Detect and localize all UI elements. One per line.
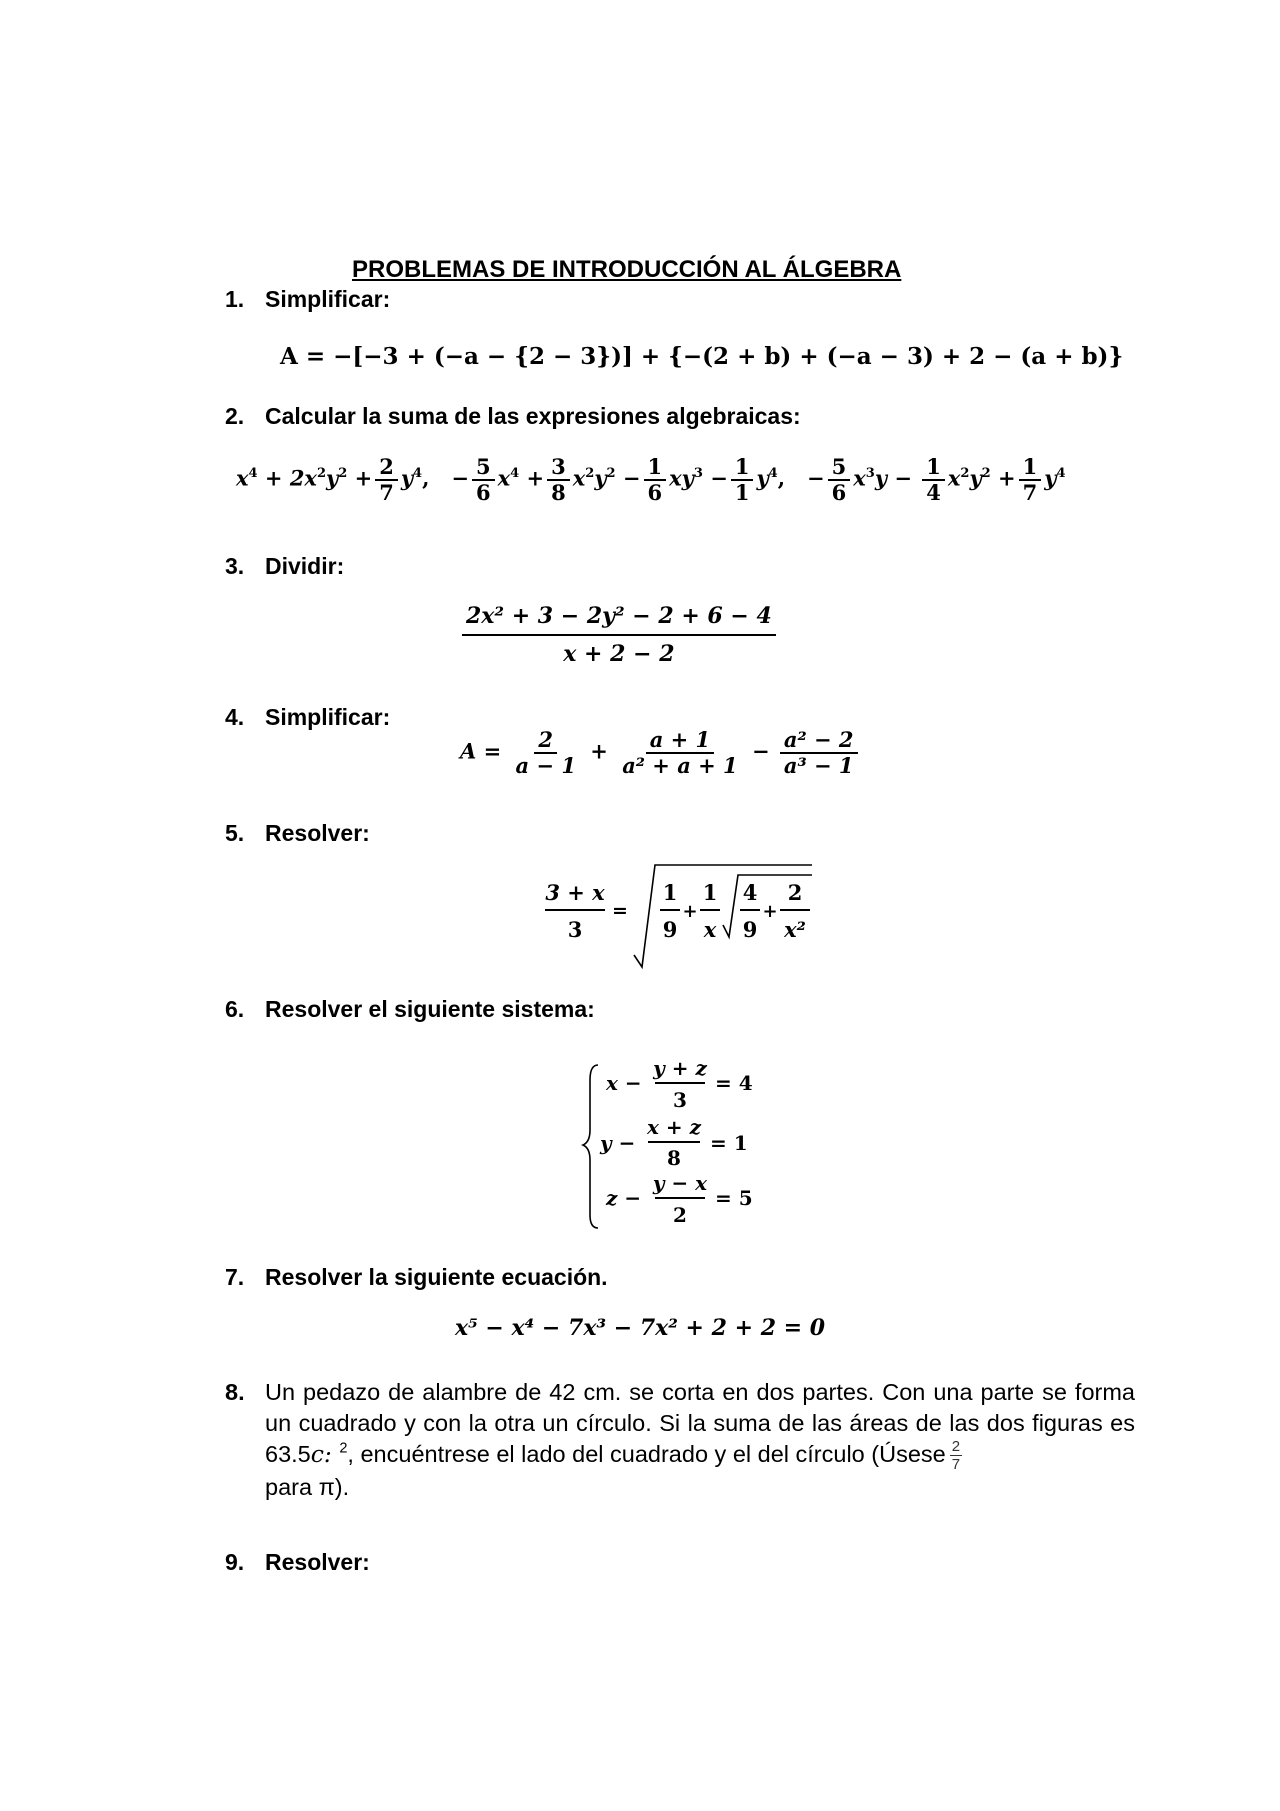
problem-5-heading — [225, 820, 370, 847]
svg-text:1: 1 — [662, 880, 678, 905]
svg-text:x²: x² — [784, 917, 806, 942]
system-equation-1 — [605, 1056, 753, 1112]
svg-text:= 1: = 1 — [710, 1131, 748, 1155]
problem-number: 7. — [225, 1264, 245, 1290]
problem-number: 6. — [225, 996, 245, 1022]
svg-text:z −: z − — [606, 1186, 642, 1210]
problem-8 — [225, 1377, 1135, 1503]
svg-text:2: 2 — [673, 1203, 687, 1227]
system-equation-3 — [605, 1171, 753, 1227]
fraction: $\frac{1}{4}$ — [922, 455, 945, 505]
problem-number: 8. — [225, 1379, 245, 1405]
svg-text:2: 2 — [787, 880, 803, 905]
page-title: PROBLEMAS DE INTRODUCCIÓN AL ÁLGEBRA — [352, 256, 902, 283]
fraction: $\frac{1}{1}$ — [731, 455, 754, 505]
unit-text: c: — [310, 1440, 340, 1468]
problem-heading-text: Dividir: — [265, 553, 345, 579]
outer-radical — [634, 865, 812, 967]
problem-8-text: Un pedazo de alambre de 42 cm. se corta en dos partes. Con una parte se forma un cuadrado y con la otra un círculo. Si la suma de las áreas de las dos figuras es 63.5c: $^2$, encuéntrese el lado del cuadrado y el del círculo (Úsese $\frac{2}{7}$ para π). — [265, 1379, 1135, 1501]
svg-text:x: x — [703, 917, 717, 942]
fraction: $\frac{5}{6}$ — [828, 455, 851, 505]
svg-text:+: + — [762, 901, 778, 922]
problem-number: 3. — [225, 553, 245, 579]
problem-heading-text: Resolver: — [265, 820, 370, 846]
problem-heading-text: Resolver la siguiente ecuación. — [265, 1264, 608, 1290]
problem-9-heading — [225, 1549, 370, 1576]
svg-text:y − x: y − x — [652, 1171, 708, 1195]
svg-text:8: 8 — [667, 1146, 681, 1170]
fraction: $\frac{5}{6}$ — [472, 455, 495, 505]
system-equation-2 — [599, 1115, 748, 1170]
svg-text:x + z: x + z — [647, 1115, 701, 1139]
division-denominator: x + 2 − 2 — [563, 641, 675, 668]
equation-1: A = −[−3 + (−a − {2 − 3})] + {−(2 + b) + (−a − 3) + 2 − (a + b)} — [280, 343, 1124, 370]
lhs-denominator: 3 — [567, 917, 583, 942]
svg-text:x −: x − — [606, 1071, 642, 1095]
problem-number: 2. — [225, 403, 245, 429]
problem-3-heading — [225, 553, 344, 580]
problem-heading-text: Simplificar: — [265, 704, 391, 730]
equation-7: x⁵ − x⁴ − 7x³ − 7x² + 2 + 2 = 0 — [455, 1315, 826, 1341]
svg-text:3: 3 — [673, 1088, 687, 1112]
problem-heading-text: Simplificar: — [265, 286, 391, 312]
system-brace — [583, 1065, 598, 1228]
problem-number: 1. — [225, 286, 245, 312]
fraction: $\frac{3}{8}$ — [547, 455, 570, 505]
svg-text:9: 9 — [662, 917, 678, 942]
equation-4: A = $\frac{2}{a - 1}$ + $\frac{a + 1}{\text{a² + a + 1}}$ − $\frac{\text{a² − 2}}{\text{a³ − 1}}$ — [460, 728, 861, 778]
lhs-numerator: 3 + x — [545, 880, 605, 905]
svg-text:1: 1 — [702, 880, 718, 905]
problem-heading-text: Resolver el siguiente sistema: — [265, 996, 595, 1022]
small-fraction: $\frac{2}{7}$ — [951, 1438, 961, 1474]
problem-6-heading — [225, 996, 595, 1023]
fraction: $\frac{1}{6}$ — [644, 455, 667, 505]
svg-text:= 5: = 5 — [715, 1186, 753, 1210]
svg-text:y + z: y + z — [653, 1056, 707, 1080]
svg-text:= 4: = 4 — [715, 1071, 753, 1095]
svg-text:+: + — [682, 901, 698, 922]
equation-2: $x^4 + 2x^2y^2$ + $\frac{2}{7}$ $y^4$, − $\frac{5}{6}$ $x^4$ + $\frac{3}{8}$ $x^2y^2$ − $\frac{1}{6}$ $xy^3$ − $\frac{1}{1}$ $y^4$, − $\frac{5}{6}$ $x^3y$ − $\frac{1}{4}$ $x^2y^2$ + $\frac{1}{7}$ $y^4$ — [236, 454, 1066, 506]
problem-7-heading — [225, 1264, 608, 1291]
division-numerator: 2x² + 3 − 2y² − 2 + 6 − 4 — [462, 602, 776, 636]
problem-number: 5. — [225, 820, 245, 846]
fraction: $\frac{1}{7}$ — [1019, 455, 1042, 505]
svg-text:9: 9 — [742, 917, 758, 942]
problem-heading-text: Calcular la suma de las expresiones algebraicas: — [265, 403, 801, 429]
equals-sign: = — [612, 900, 628, 922]
equation-3 — [462, 602, 776, 668]
equation-5 — [530, 845, 830, 975]
problem-number: 9. — [225, 1549, 245, 1575]
problem-2-heading — [225, 403, 801, 430]
equation-6-system — [580, 1050, 780, 1240]
fraction: $\frac{2}{7}$ — [375, 455, 398, 505]
problem-1-heading — [225, 286, 390, 313]
problem-4-heading — [225, 704, 390, 731]
problem-heading-text: Resolver: — [265, 1549, 370, 1575]
problem-number: 4. — [225, 704, 245, 730]
svg-text:y −: y − — [600, 1131, 636, 1155]
svg-text:4: 4 — [742, 880, 758, 905]
